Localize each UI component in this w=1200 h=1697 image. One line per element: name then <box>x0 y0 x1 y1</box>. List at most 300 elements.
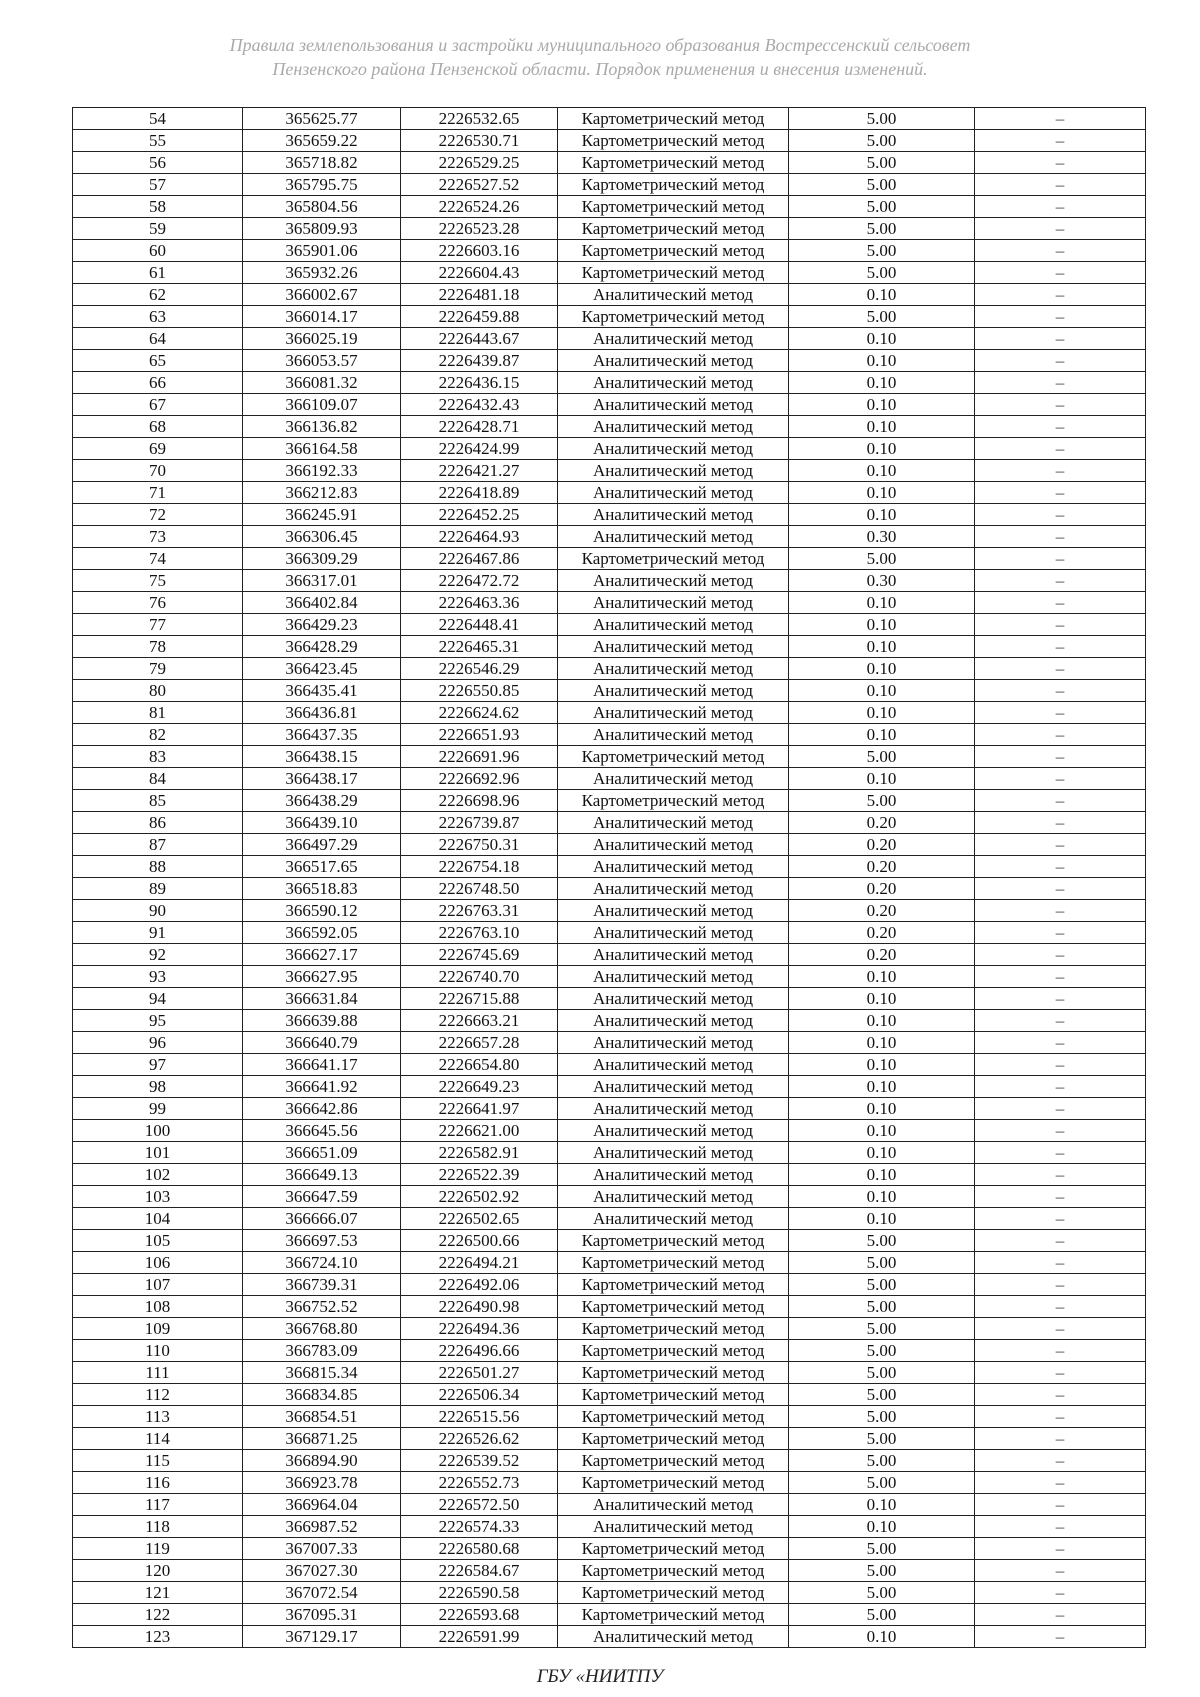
method-cell: Аналитический метод <box>558 1098 789 1120</box>
accuracy-cell: 0.20 <box>789 944 975 966</box>
x-coordinate-cell: 366136.82 <box>243 416 401 438</box>
y-coordinate-cell: 2226522.39 <box>401 1164 558 1186</box>
method-cell: Аналитический метод <box>558 482 789 504</box>
note-cell: – <box>975 900 1146 922</box>
accuracy-cell: 5.00 <box>789 1296 975 1318</box>
y-coordinate-cell: 2226604.43 <box>401 262 558 284</box>
point-number-cell: 106 <box>73 1252 243 1274</box>
y-coordinate-cell: 2226748.50 <box>401 878 558 900</box>
x-coordinate-cell: 366438.17 <box>243 768 401 790</box>
table-row <box>73 108 1146 130</box>
y-coordinate-cell: 2226739.87 <box>401 812 558 834</box>
y-coordinate-cell: 2226740.70 <box>401 966 558 988</box>
method-cell: Аналитический метод <box>558 658 789 680</box>
accuracy-cell: 0.10 <box>789 966 975 988</box>
y-coordinate-cell: 2226523.28 <box>401 218 558 240</box>
note-cell: – <box>975 1472 1146 1494</box>
y-coordinate-cell: 2226715.88 <box>401 988 558 1010</box>
method-cell: Аналитический метод <box>558 1626 789 1648</box>
note-cell: – <box>975 1560 1146 1582</box>
method-cell: Картометрический метод <box>558 1230 789 1252</box>
method-cell: Аналитический метод <box>558 636 789 658</box>
accuracy-cell: 5.00 <box>789 1406 975 1428</box>
note-cell: – <box>975 768 1146 790</box>
accuracy-cell: 0.10 <box>789 680 975 702</box>
point-number-cell: 83 <box>73 746 243 768</box>
method-cell: Аналитический метод <box>558 372 789 394</box>
table-row <box>73 306 1146 328</box>
accuracy-cell: 0.20 <box>789 878 975 900</box>
header-line-2: Пензенского района Пензенской области. Порядок применения и внесения изменений. <box>272 59 928 79</box>
method-cell: Аналитический метод <box>558 834 789 856</box>
x-coordinate-cell: 366923.78 <box>243 1472 401 1494</box>
table-row <box>73 944 1146 966</box>
page-header <box>0 33 1200 81</box>
table-row <box>73 482 1146 504</box>
table-row <box>73 1208 1146 1230</box>
y-coordinate-cell: 2226501.27 <box>401 1362 558 1384</box>
note-cell: – <box>975 1516 1146 1538</box>
point-number-cell: 96 <box>73 1032 243 1054</box>
accuracy-cell: 5.00 <box>789 548 975 570</box>
note-cell: – <box>975 306 1146 328</box>
x-coordinate-cell: 365795.75 <box>243 174 401 196</box>
note-cell: – <box>975 1604 1146 1626</box>
table-row <box>73 152 1146 174</box>
note-cell: – <box>975 130 1146 152</box>
x-coordinate-cell: 366435.41 <box>243 680 401 702</box>
accuracy-cell: 5.00 <box>789 240 975 262</box>
method-cell: Аналитический метод <box>558 416 789 438</box>
accuracy-cell: 0.10 <box>789 394 975 416</box>
method-cell: Аналитический метод <box>558 394 789 416</box>
x-coordinate-cell: 366317.01 <box>243 570 401 592</box>
table-row <box>73 746 1146 768</box>
method-cell: Аналитический метод <box>558 922 789 944</box>
point-number-cell: 123 <box>73 1626 243 1648</box>
accuracy-cell: 0.10 <box>789 724 975 746</box>
y-coordinate-cell: 2226502.92 <box>401 1186 558 1208</box>
point-number-cell: 107 <box>73 1274 243 1296</box>
x-coordinate-cell: 366592.05 <box>243 922 401 944</box>
y-coordinate-cell: 2226526.62 <box>401 1428 558 1450</box>
point-number-cell: 104 <box>73 1208 243 1230</box>
accuracy-cell: 5.00 <box>789 196 975 218</box>
method-cell: Аналитический метод <box>558 856 789 878</box>
x-coordinate-cell: 366192.33 <box>243 460 401 482</box>
y-coordinate-cell: 2226515.56 <box>401 1406 558 1428</box>
x-coordinate-cell: 366309.29 <box>243 548 401 570</box>
point-number-cell: 85 <box>73 790 243 812</box>
accuracy-cell: 0.10 <box>789 482 975 504</box>
point-number-cell: 68 <box>73 416 243 438</box>
y-coordinate-cell: 2226692.96 <box>401 768 558 790</box>
note-cell: – <box>975 834 1146 856</box>
point-number-cell: 87 <box>73 834 243 856</box>
x-coordinate-cell: 366647.59 <box>243 1186 401 1208</box>
accuracy-cell: 5.00 <box>789 1274 975 1296</box>
accuracy-cell: 0.10 <box>789 988 975 1010</box>
point-number-cell: 89 <box>73 878 243 900</box>
method-cell: Аналитический метод <box>558 526 789 548</box>
table-row <box>73 1604 1146 1626</box>
coordinates-table <box>72 107 1146 1648</box>
accuracy-cell: 0.10 <box>789 1032 975 1054</box>
y-coordinate-cell: 2226649.23 <box>401 1076 558 1098</box>
x-coordinate-cell: 366428.29 <box>243 636 401 658</box>
x-coordinate-cell: 366053.57 <box>243 350 401 372</box>
accuracy-cell: 5.00 <box>789 1428 975 1450</box>
x-coordinate-cell: 366640.79 <box>243 1032 401 1054</box>
table-row <box>73 130 1146 152</box>
note-cell: – <box>975 372 1146 394</box>
method-cell: Картометрический метод <box>558 262 789 284</box>
y-coordinate-cell: 2226603.16 <box>401 240 558 262</box>
table-row <box>73 1164 1146 1186</box>
y-coordinate-cell: 2226481.18 <box>401 284 558 306</box>
point-number-cell: 69 <box>73 438 243 460</box>
method-cell: Аналитический метод <box>558 284 789 306</box>
x-coordinate-cell: 366639.88 <box>243 1010 401 1032</box>
method-cell: Картометрический метод <box>558 196 789 218</box>
table-row <box>73 1274 1146 1296</box>
table-row <box>73 1450 1146 1472</box>
method-cell: Картометрический метод <box>558 1274 789 1296</box>
x-coordinate-cell: 366429.23 <box>243 614 401 636</box>
y-coordinate-cell: 2226459.88 <box>401 306 558 328</box>
method-cell: Картометрический метод <box>558 1318 789 1340</box>
x-coordinate-cell: 366724.10 <box>243 1252 401 1274</box>
point-number-cell: 102 <box>73 1164 243 1186</box>
y-coordinate-cell: 2226524.26 <box>401 196 558 218</box>
x-coordinate-cell: 367095.31 <box>243 1604 401 1626</box>
note-cell: – <box>975 1406 1146 1428</box>
y-coordinate-cell: 2226539.52 <box>401 1450 558 1472</box>
y-coordinate-cell: 2226432.43 <box>401 394 558 416</box>
method-cell: Аналитический метод <box>558 1120 789 1142</box>
y-coordinate-cell: 2226582.91 <box>401 1142 558 1164</box>
method-cell: Картометрический метод <box>558 218 789 240</box>
method-cell: Картометрический метод <box>558 1604 789 1626</box>
x-coordinate-cell: 365901.06 <box>243 240 401 262</box>
point-number-cell: 90 <box>73 900 243 922</box>
method-cell: Аналитический метод <box>558 438 789 460</box>
table-row <box>73 1560 1146 1582</box>
point-number-cell: 67 <box>73 394 243 416</box>
point-number-cell: 111 <box>73 1362 243 1384</box>
table-row <box>73 1120 1146 1142</box>
point-number-cell: 78 <box>73 636 243 658</box>
point-number-cell: 61 <box>73 262 243 284</box>
note-cell: – <box>975 1362 1146 1384</box>
point-number-cell: 98 <box>73 1076 243 1098</box>
table-row <box>73 1362 1146 1384</box>
x-coordinate-cell: 366783.09 <box>243 1340 401 1362</box>
method-cell: Аналитический метод <box>558 1516 789 1538</box>
accuracy-cell: 0.10 <box>789 1494 975 1516</box>
y-coordinate-cell: 2226530.71 <box>401 130 558 152</box>
table-row <box>73 834 1146 856</box>
point-number-cell: 99 <box>73 1098 243 1120</box>
note-cell: – <box>975 724 1146 746</box>
y-coordinate-cell: 2226436.15 <box>401 372 558 394</box>
x-coordinate-cell: 366245.91 <box>243 504 401 526</box>
x-coordinate-cell: 366641.92 <box>243 1076 401 1098</box>
method-cell: Картометрический метод <box>558 1406 789 1428</box>
y-coordinate-cell: 2226421.27 <box>401 460 558 482</box>
note-cell: – <box>975 482 1146 504</box>
y-coordinate-cell: 2226663.21 <box>401 1010 558 1032</box>
table-row <box>73 768 1146 790</box>
method-cell: Картометрический метод <box>558 1384 789 1406</box>
page-footer: ГБУ «НИИТПУ <box>536 1666 664 1687</box>
accuracy-cell: 0.10 <box>789 350 975 372</box>
accuracy-cell: 0.10 <box>789 592 975 614</box>
table-row <box>73 1076 1146 1098</box>
y-coordinate-cell: 2226464.93 <box>401 526 558 548</box>
table-row <box>73 1098 1146 1120</box>
accuracy-cell: 0.10 <box>789 768 975 790</box>
accuracy-cell: 0.20 <box>789 834 975 856</box>
x-coordinate-cell: 366641.17 <box>243 1054 401 1076</box>
x-coordinate-cell: 366438.29 <box>243 790 401 812</box>
note-cell: – <box>975 1538 1146 1560</box>
point-number-cell: 84 <box>73 768 243 790</box>
y-coordinate-cell: 2226550.85 <box>401 680 558 702</box>
point-number-cell: 65 <box>73 350 243 372</box>
method-cell: Аналитический метод <box>558 944 789 966</box>
accuracy-cell: 5.00 <box>789 1362 975 1384</box>
point-number-cell: 97 <box>73 1054 243 1076</box>
accuracy-cell: 0.20 <box>789 856 975 878</box>
note-cell: – <box>975 658 1146 680</box>
table-row <box>73 1296 1146 1318</box>
y-coordinate-cell: 2226584.67 <box>401 1560 558 1582</box>
x-coordinate-cell: 366517.65 <box>243 856 401 878</box>
accuracy-cell: 0.10 <box>789 372 975 394</box>
table-row <box>73 262 1146 284</box>
header-line-1: Правила землепользования и застройки муниципального образования Вострессенский сельсовет <box>229 35 971 55</box>
point-number-cell: 54 <box>73 108 243 130</box>
table-row <box>73 966 1146 988</box>
note-cell: – <box>975 1252 1146 1274</box>
table-row <box>73 592 1146 614</box>
x-coordinate-cell: 365659.22 <box>243 130 401 152</box>
table-row <box>73 1186 1146 1208</box>
note-cell: – <box>975 548 1146 570</box>
point-number-cell: 101 <box>73 1142 243 1164</box>
method-cell: Картометрический метод <box>558 174 789 196</box>
note-cell: – <box>975 526 1146 548</box>
point-number-cell: 92 <box>73 944 243 966</box>
y-coordinate-cell: 2226492.06 <box>401 1274 558 1296</box>
accuracy-cell: 0.20 <box>789 812 975 834</box>
y-coordinate-cell: 2226754.18 <box>401 856 558 878</box>
table-row <box>73 1142 1146 1164</box>
x-coordinate-cell: 366437.35 <box>243 724 401 746</box>
accuracy-cell: 5.00 <box>789 1560 975 1582</box>
note-cell: – <box>975 1054 1146 1076</box>
accuracy-cell: 5.00 <box>789 152 975 174</box>
y-coordinate-cell: 2226590.58 <box>401 1582 558 1604</box>
note-cell: – <box>975 922 1146 944</box>
point-number-cell: 116 <box>73 1472 243 1494</box>
x-coordinate-cell: 366423.45 <box>243 658 401 680</box>
point-number-cell: 72 <box>73 504 243 526</box>
accuracy-cell: 0.30 <box>789 570 975 592</box>
x-coordinate-cell: 366439.10 <box>243 812 401 834</box>
x-coordinate-cell: 366002.67 <box>243 284 401 306</box>
method-cell: Аналитический метод <box>558 768 789 790</box>
table-row <box>73 416 1146 438</box>
point-number-cell: 108 <box>73 1296 243 1318</box>
note-cell: – <box>975 966 1146 988</box>
method-cell: Аналитический метод <box>558 702 789 724</box>
x-coordinate-cell: 366081.32 <box>243 372 401 394</box>
point-number-cell: 105 <box>73 1230 243 1252</box>
note-cell: – <box>975 944 1146 966</box>
x-coordinate-cell: 366436.81 <box>243 702 401 724</box>
point-number-cell: 86 <box>73 812 243 834</box>
accuracy-cell: 0.10 <box>789 284 975 306</box>
x-coordinate-cell: 367007.33 <box>243 1538 401 1560</box>
note-cell: – <box>975 218 1146 240</box>
method-cell: Картометрический метод <box>558 1538 789 1560</box>
y-coordinate-cell: 2226465.31 <box>401 636 558 658</box>
method-cell: Аналитический метод <box>558 724 789 746</box>
accuracy-cell: 0.10 <box>789 460 975 482</box>
method-cell: Картометрический метод <box>558 746 789 768</box>
x-coordinate-cell: 366964.04 <box>243 1494 401 1516</box>
table-row <box>73 394 1146 416</box>
table-row <box>73 1318 1146 1340</box>
point-number-cell: 60 <box>73 240 243 262</box>
accuracy-cell: 0.10 <box>789 658 975 680</box>
x-coordinate-cell: 366768.80 <box>243 1318 401 1340</box>
y-coordinate-cell: 2226641.97 <box>401 1098 558 1120</box>
accuracy-cell: 5.00 <box>789 108 975 130</box>
accuracy-cell: 0.10 <box>789 1186 975 1208</box>
y-coordinate-cell: 2226691.96 <box>401 746 558 768</box>
y-coordinate-cell: 2226418.89 <box>401 482 558 504</box>
point-number-cell: 88 <box>73 856 243 878</box>
table-row <box>73 1340 1146 1362</box>
accuracy-cell: 0.10 <box>789 702 975 724</box>
note-cell: – <box>975 1450 1146 1472</box>
method-cell: Аналитический метод <box>558 614 789 636</box>
accuracy-cell: 5.00 <box>789 262 975 284</box>
accuracy-cell: 0.10 <box>789 1626 975 1648</box>
accuracy-cell: 0.10 <box>789 614 975 636</box>
point-number-cell: 94 <box>73 988 243 1010</box>
y-coordinate-cell: 2226654.80 <box>401 1054 558 1076</box>
note-cell: – <box>975 240 1146 262</box>
y-coordinate-cell: 2226580.68 <box>401 1538 558 1560</box>
point-number-cell: 79 <box>73 658 243 680</box>
accuracy-cell: 5.00 <box>789 1252 975 1274</box>
point-number-cell: 113 <box>73 1406 243 1428</box>
note-cell: – <box>975 328 1146 350</box>
method-cell: Картометрический метод <box>558 108 789 130</box>
point-number-cell: 76 <box>73 592 243 614</box>
table-row <box>73 1472 1146 1494</box>
y-coordinate-cell: 2226657.28 <box>401 1032 558 1054</box>
method-cell: Аналитический метод <box>558 1076 789 1098</box>
note-cell: – <box>975 1428 1146 1450</box>
x-coordinate-cell: 366402.84 <box>243 592 401 614</box>
note-cell: – <box>975 438 1146 460</box>
note-cell: – <box>975 174 1146 196</box>
x-coordinate-cell: 366627.95 <box>243 966 401 988</box>
x-coordinate-cell: 366025.19 <box>243 328 401 350</box>
note-cell: – <box>975 570 1146 592</box>
accuracy-cell: 5.00 <box>789 1472 975 1494</box>
note-cell: – <box>975 614 1146 636</box>
note-cell: – <box>975 1494 1146 1516</box>
point-number-cell: 64 <box>73 328 243 350</box>
table-row <box>73 438 1146 460</box>
x-coordinate-cell: 365625.77 <box>243 108 401 130</box>
method-cell: Аналитический метод <box>558 570 789 592</box>
x-coordinate-cell: 365718.82 <box>243 152 401 174</box>
note-cell: – <box>975 1296 1146 1318</box>
y-coordinate-cell: 2226424.99 <box>401 438 558 460</box>
note-cell: – <box>975 1582 1146 1604</box>
table-row <box>73 350 1146 372</box>
y-coordinate-cell: 2226574.33 <box>401 1516 558 1538</box>
method-cell: Аналитический метод <box>558 328 789 350</box>
method-cell: Картометрический метод <box>558 1340 789 1362</box>
y-coordinate-cell: 2226428.71 <box>401 416 558 438</box>
point-number-cell: 63 <box>73 306 243 328</box>
point-number-cell: 109 <box>73 1318 243 1340</box>
point-number-cell: 59 <box>73 218 243 240</box>
method-cell: Картометрический метод <box>558 548 789 570</box>
point-number-cell: 91 <box>73 922 243 944</box>
y-coordinate-cell: 2226624.62 <box>401 702 558 724</box>
x-coordinate-cell: 367129.17 <box>243 1626 401 1648</box>
note-cell: – <box>975 812 1146 834</box>
coordinates-table-body <box>73 108 1146 1648</box>
method-cell: Картометрический метод <box>558 1296 789 1318</box>
table-row <box>73 1626 1146 1648</box>
accuracy-cell: 5.00 <box>789 130 975 152</box>
accuracy-cell: 0.10 <box>789 1208 975 1230</box>
table-row <box>73 680 1146 702</box>
y-coordinate-cell: 2226750.31 <box>401 834 558 856</box>
accuracy-cell: 0.20 <box>789 900 975 922</box>
method-cell: Аналитический метод <box>558 1032 789 1054</box>
point-number-cell: 56 <box>73 152 243 174</box>
y-coordinate-cell: 2226443.67 <box>401 328 558 350</box>
table-row <box>73 1010 1146 1032</box>
note-cell: – <box>975 746 1146 768</box>
x-coordinate-cell: 366212.83 <box>243 482 401 504</box>
y-coordinate-cell: 2226502.65 <box>401 1208 558 1230</box>
note-cell: – <box>975 680 1146 702</box>
x-coordinate-cell: 366590.12 <box>243 900 401 922</box>
accuracy-cell: 0.10 <box>789 1054 975 1076</box>
x-coordinate-cell: 366666.07 <box>243 1208 401 1230</box>
x-coordinate-cell: 366627.17 <box>243 944 401 966</box>
x-coordinate-cell: 366815.34 <box>243 1362 401 1384</box>
y-coordinate-cell: 2226527.52 <box>401 174 558 196</box>
table-row <box>73 240 1146 262</box>
point-number-cell: 71 <box>73 482 243 504</box>
table-row <box>73 372 1146 394</box>
method-cell: Картометрический метод <box>558 1472 789 1494</box>
point-number-cell: 122 <box>73 1604 243 1626</box>
